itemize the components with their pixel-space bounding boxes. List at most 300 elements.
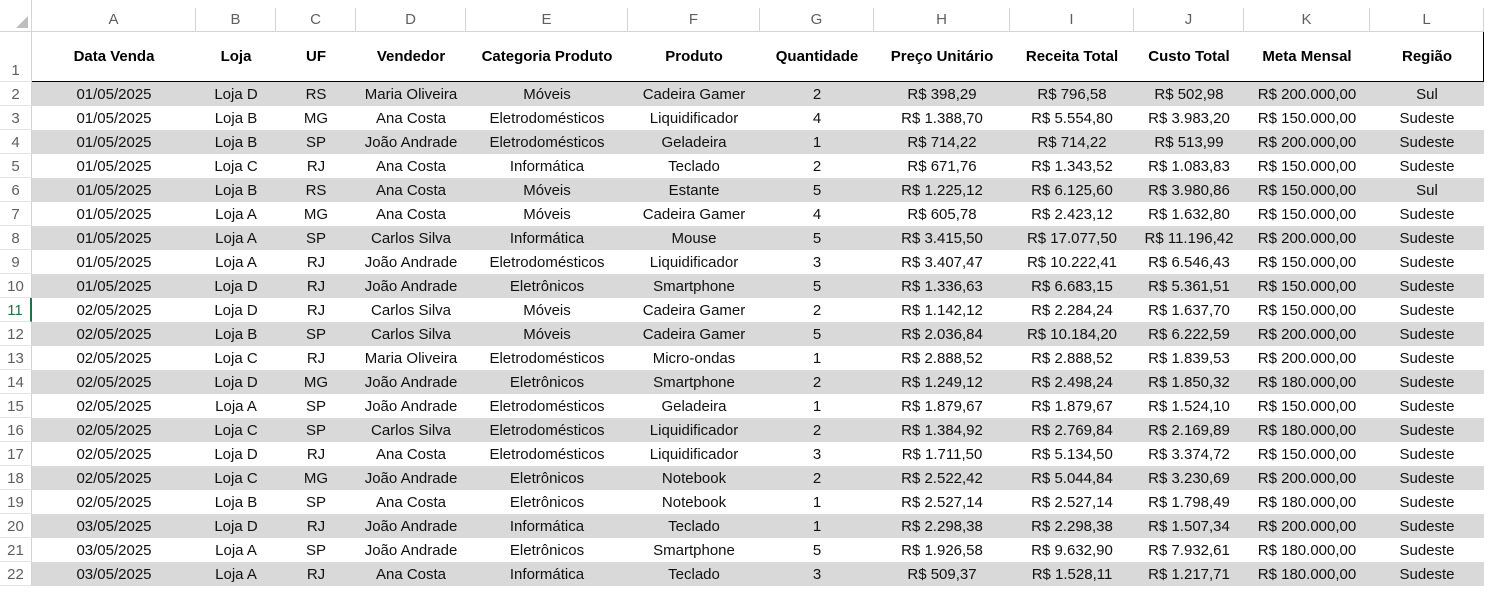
cell[interactable]: R$ 200.000,00	[1257, 349, 1357, 367]
cell[interactable]: Sudeste	[1399, 469, 1455, 487]
cell[interactable]: R$ 3.980,86	[1148, 181, 1230, 199]
cell[interactable]: 1	[812, 133, 822, 151]
cell[interactable]: RS	[305, 85, 327, 103]
cell[interactable]: 2	[812, 301, 822, 319]
cell[interactable]: R$ 10.222,41	[1026, 253, 1118, 271]
cell[interactable]: R$ 2.498,24	[1031, 373, 1113, 391]
cell[interactable]: RJ	[306, 517, 326, 535]
cell[interactable]: R$ 5.044,84	[1031, 469, 1113, 487]
cell[interactable]: R$ 180.000,00	[1257, 541, 1357, 559]
select-all-button[interactable]	[0, 0, 32, 32]
header-cell-e[interactable]: Categoria Produto	[481, 48, 613, 65]
cell[interactable]: Móveis	[523, 85, 571, 103]
row-header-5[interactable]: 5	[0, 154, 32, 178]
column-header-j[interactable]: J	[1134, 8, 1244, 32]
cell[interactable]: Smartphone	[653, 373, 735, 391]
cell[interactable]: 01/05/2025	[76, 205, 152, 223]
column-header-k[interactable]: K	[1244, 8, 1370, 32]
cell[interactable]: MG	[303, 109, 329, 127]
cell[interactable]: Loja A	[215, 253, 257, 271]
row-header-9[interactable]: 9	[0, 250, 32, 274]
cell[interactable]: 02/05/2025	[76, 325, 152, 343]
cell[interactable]: SP	[305, 421, 326, 439]
column-header-l[interactable]: L	[1370, 8, 1484, 32]
cell[interactable]: R$ 5.361,51	[1148, 277, 1230, 295]
cell[interactable]: Loja A	[215, 541, 257, 559]
cell[interactable]: Smartphone	[653, 277, 735, 295]
cell[interactable]: R$ 796,58	[1037, 85, 1107, 103]
row-header-2[interactable]: 2	[0, 82, 32, 106]
cell[interactable]: Loja A	[215, 397, 257, 415]
header-cell-c[interactable]: UF	[306, 48, 326, 65]
cell[interactable]: 2	[812, 469, 822, 487]
row-header-13[interactable]: 13	[0, 346, 32, 370]
cell[interactable]: R$ 2.522,42	[901, 469, 983, 487]
cell[interactable]: 2	[812, 85, 822, 103]
cell[interactable]: SP	[305, 133, 326, 151]
cell[interactable]: Sudeste	[1399, 349, 1455, 367]
cell[interactable]: Cadeira Gamer	[642, 301, 746, 319]
cell[interactable]: R$ 513,99	[1154, 133, 1224, 151]
cell[interactable]: Carlos Silva	[370, 325, 452, 343]
table-row	[32, 226, 1484, 250]
cell[interactable]: R$ 1.343,52	[1031, 157, 1113, 175]
cell[interactable]: R$ 3.407,47	[901, 253, 983, 271]
cell[interactable]: R$ 1.384,92	[901, 421, 983, 439]
cell[interactable]: R$ 7.932,61	[1148, 541, 1230, 559]
cell[interactable]: Sudeste	[1399, 133, 1455, 151]
cell[interactable]: João Andrade	[364, 277, 458, 295]
cell[interactable]: R$ 2.036,84	[901, 325, 983, 343]
cell[interactable]: R$ 1.798,49	[1148, 493, 1230, 511]
cell[interactable]: 5	[812, 541, 822, 559]
cell[interactable]: R$ 150.000,00	[1257, 445, 1357, 463]
cell[interactable]: Sudeste	[1399, 565, 1455, 583]
cell[interactable]: Informática	[509, 229, 585, 247]
cell[interactable]: R$ 200.000,00	[1257, 469, 1357, 487]
cell[interactable]: Eletrônicos	[509, 469, 585, 487]
cell[interactable]: R$ 150.000,00	[1257, 181, 1357, 199]
cell[interactable]: R$ 1.879,67	[1031, 397, 1113, 415]
row-header-10[interactable]: 10	[0, 274, 32, 298]
cell[interactable]: R$ 1.336,63	[901, 277, 983, 295]
cell[interactable]: Sul	[1416, 181, 1438, 199]
row-header-3[interactable]: 3	[0, 106, 32, 130]
header-cell-d[interactable]: Vendedor	[376, 48, 446, 65]
cell[interactable]: 01/05/2025	[76, 253, 152, 271]
cell[interactable]: R$ 3.374,72	[1148, 445, 1230, 463]
row-header-18[interactable]: 18	[0, 466, 32, 490]
cell[interactable]: R$ 3.230,69	[1148, 469, 1230, 487]
column-header-b[interactable]: B	[196, 8, 276, 32]
cell[interactable]: Cadeira Gamer	[642, 325, 746, 343]
cell[interactable]: R$ 1.528,11	[1031, 565, 1113, 583]
cell[interactable]: 02/05/2025	[76, 349, 152, 367]
cell[interactable]: Sudeste	[1399, 301, 1455, 319]
cell[interactable]: Mouse	[671, 229, 717, 247]
cell[interactable]: R$ 200.000,00	[1257, 517, 1357, 535]
cell[interactable]: R$ 509,37	[907, 565, 977, 583]
cell[interactable]: Sudeste	[1399, 493, 1455, 511]
row-header-6[interactable]: 6	[0, 178, 32, 202]
cell[interactable]: Sul	[1416, 85, 1438, 103]
cell[interactable]: Sudeste	[1399, 541, 1455, 559]
column-header-e[interactable]: E	[466, 8, 628, 32]
cell[interactable]: 5	[812, 181, 822, 199]
row-header-12[interactable]: 12	[0, 322, 32, 346]
cell[interactable]: R$ 1.879,67	[901, 397, 983, 415]
cell[interactable]: R$ 10.184,20	[1026, 325, 1118, 343]
cell[interactable]: 02/05/2025	[76, 397, 152, 415]
cell[interactable]: 3	[812, 565, 822, 583]
cell[interactable]: R$ 17.077,50	[1026, 229, 1118, 247]
cell[interactable]: Sudeste	[1399, 205, 1455, 223]
cell[interactable]: SP	[305, 493, 326, 511]
cell[interactable]: Loja D	[214, 277, 258, 295]
cell[interactable]: Sudeste	[1399, 109, 1455, 127]
cell[interactable]: R$ 2.527,14	[1031, 493, 1113, 511]
cell[interactable]: Ana Costa	[375, 565, 447, 583]
cell[interactable]: SP	[305, 325, 326, 343]
cell[interactable]: R$ 1.249,12	[901, 373, 983, 391]
cell[interactable]: R$ 180.000,00	[1257, 493, 1357, 511]
cell[interactable]: Liquidificador	[649, 445, 739, 463]
header-cell-i[interactable]: Receita Total	[1025, 48, 1119, 65]
cell[interactable]: 03/05/2025	[76, 541, 152, 559]
cell[interactable]: R$ 1.839,53	[1148, 349, 1230, 367]
cell[interactable]: 01/05/2025	[76, 157, 152, 175]
cell[interactable]: Sudeste	[1399, 373, 1455, 391]
cell[interactable]: R$ 1.632,80	[1148, 205, 1230, 223]
cell[interactable]: Sudeste	[1399, 325, 1455, 343]
cell[interactable]: 2	[812, 421, 822, 439]
cell[interactable]: RJ	[306, 277, 326, 295]
cell[interactable]: Ana Costa	[375, 109, 447, 127]
cell[interactable]: Loja D	[214, 373, 258, 391]
cell[interactable]: R$ 714,22	[1037, 133, 1107, 151]
cell[interactable]: 03/05/2025	[76, 565, 152, 583]
cell[interactable]: R$ 1.388,70	[901, 109, 983, 127]
cell[interactable]: 2	[812, 373, 822, 391]
cell[interactable]: Eletrodomésticos	[489, 421, 605, 439]
cell[interactable]: RJ	[306, 565, 326, 583]
cell[interactable]: Eletrônicos	[509, 373, 585, 391]
header-cell-g[interactable]: Quantidade	[775, 48, 859, 65]
cell[interactable]: Sudeste	[1399, 157, 1455, 175]
cell[interactable]: Loja A	[215, 205, 257, 223]
cell[interactable]: 5	[812, 277, 822, 295]
cell[interactable]: Sudeste	[1399, 277, 1455, 295]
cell[interactable]: R$ 6.546,43	[1148, 253, 1230, 271]
cell[interactable]: RJ	[306, 253, 326, 271]
cell[interactable]: 01/05/2025	[76, 277, 152, 295]
header-cell-l[interactable]: Região	[1401, 48, 1452, 65]
cell[interactable]: R$ 2.769,84	[1031, 421, 1113, 439]
cell[interactable]: 01/05/2025	[76, 109, 152, 127]
cell[interactable]: R$ 6.125,60	[1031, 181, 1113, 199]
cell[interactable]: R$ 1.217,71	[1148, 565, 1230, 583]
cell[interactable]: Liquidificador	[649, 421, 739, 439]
cell[interactable]: Ana Costa	[375, 445, 447, 463]
row-header-8[interactable]: 8	[0, 226, 32, 250]
cell[interactable]: Maria Oliveira	[364, 85, 458, 103]
column-header-c[interactable]: C	[276, 8, 356, 32]
cell[interactable]: 01/05/2025	[76, 229, 152, 247]
cell[interactable]: R$ 180.000,00	[1257, 565, 1357, 583]
column-header-g[interactable]: G	[760, 8, 874, 32]
cell[interactable]: R$ 2.298,38	[1031, 517, 1113, 535]
cell[interactable]: Informática	[509, 157, 585, 175]
cell[interactable]: R$ 6.683,15	[1031, 277, 1113, 295]
cell[interactable]: Loja C	[214, 469, 258, 487]
cell[interactable]: R$ 150.000,00	[1257, 205, 1357, 223]
cell[interactable]: R$ 1.711,50	[901, 445, 983, 463]
cell[interactable]: R$ 605,78	[907, 205, 977, 223]
header-cell-h[interactable]: Preço Unitário	[890, 48, 994, 65]
cell[interactable]: R$ 150.000,00	[1257, 109, 1357, 127]
cell[interactable]: Loja C	[214, 421, 258, 439]
cell[interactable]: 02/05/2025	[76, 469, 152, 487]
cell[interactable]: R$ 1.926,58	[901, 541, 983, 559]
cell[interactable]: Ana Costa	[375, 205, 447, 223]
cell[interactable]: R$ 1.083,83	[1148, 157, 1230, 175]
cell[interactable]: 1	[812, 517, 822, 535]
column-header-d[interactable]: D	[356, 8, 466, 32]
cell[interactable]: Eletrodomésticos	[489, 349, 605, 367]
header-cell-a[interactable]: Data Venda	[73, 48, 155, 65]
cell[interactable]: Ana Costa	[375, 493, 447, 511]
row-header-20[interactable]: 20	[0, 514, 32, 538]
row-header-14[interactable]: 14	[0, 370, 32, 394]
cell[interactable]: MG	[303, 205, 329, 223]
cell[interactable]: RS	[305, 181, 327, 199]
cell[interactable]: R$ 1.507,34	[1148, 517, 1230, 535]
cell[interactable]: 3	[812, 445, 822, 463]
cell[interactable]: 4	[812, 205, 822, 223]
cell[interactable]: R$ 671,76	[907, 157, 977, 175]
cell[interactable]: Eletrodomésticos	[489, 133, 605, 151]
cell[interactable]: João Andrade	[364, 397, 458, 415]
cell[interactable]: R$ 200.000,00	[1257, 85, 1357, 103]
cell[interactable]: R$ 150.000,00	[1257, 253, 1357, 271]
cell[interactable]: Notebook	[661, 493, 727, 511]
cell[interactable]: Loja C	[214, 349, 258, 367]
cell[interactable]: João Andrade	[364, 517, 458, 535]
cell[interactable]: 1	[812, 397, 822, 415]
cell[interactable]: Teclado	[668, 565, 720, 583]
column-header-h[interactable]: H	[874, 8, 1010, 32]
cell[interactable]: João Andrade	[364, 469, 458, 487]
cell[interactable]: R$ 11.196,42	[1144, 229, 1234, 247]
cell[interactable]: Sudeste	[1399, 253, 1455, 271]
cell[interactable]: Loja A	[215, 229, 257, 247]
cell[interactable]: Micro-ondas	[652, 349, 736, 367]
cell[interactable]: Carlos Silva	[370, 229, 452, 247]
row-header-4[interactable]: 4	[0, 130, 32, 154]
cell[interactable]: Eletrodomésticos	[489, 253, 605, 271]
cell[interactable]: Ana Costa	[375, 157, 447, 175]
cell[interactable]: Loja C	[214, 157, 258, 175]
cell[interactable]: Sudeste	[1399, 517, 1455, 535]
cell[interactable]: R$ 1.850,32	[1148, 373, 1230, 391]
cell[interactable]: 5	[812, 229, 822, 247]
cell[interactable]: R$ 150.000,00	[1257, 277, 1357, 295]
cell[interactable]: Sudeste	[1399, 397, 1455, 415]
row-header-7[interactable]: 7	[0, 202, 32, 226]
cell[interactable]: Eletrodomésticos	[489, 445, 605, 463]
cell[interactable]: R$ 1.142,12	[901, 301, 983, 319]
cell[interactable]: R$ 398,29	[907, 85, 977, 103]
cell[interactable]: Loja B	[214, 325, 258, 343]
row-header-16[interactable]: 16	[0, 418, 32, 442]
cell[interactable]: Loja A	[215, 565, 257, 583]
cell[interactable]: 5	[812, 325, 822, 343]
cell[interactable]: Liquidificador	[649, 109, 739, 127]
cell[interactable]: João Andrade	[364, 373, 458, 391]
cell[interactable]: RJ	[306, 301, 326, 319]
cell[interactable]: Eletrodomésticos	[489, 397, 605, 415]
cell[interactable]: R$ 200.000,00	[1257, 325, 1357, 343]
cell[interactable]: R$ 2.888,52	[1031, 349, 1113, 367]
cell[interactable]: RJ	[306, 445, 326, 463]
cell[interactable]: 02/05/2025	[76, 445, 152, 463]
cell[interactable]: Informática	[509, 517, 585, 535]
cell[interactable]: R$ 6.222,59	[1148, 325, 1230, 343]
cell[interactable]: Sudeste	[1399, 229, 1455, 247]
cell[interactable]: R$ 1.637,70	[1148, 301, 1230, 319]
cell[interactable]: 01/05/2025	[76, 181, 152, 199]
cell[interactable]: R$ 150.000,00	[1257, 397, 1357, 415]
cell[interactable]: 3	[812, 253, 822, 271]
cell[interactable]: Notebook	[661, 469, 727, 487]
cell[interactable]: Loja D	[214, 301, 258, 319]
row-header-11[interactable]: 11	[0, 298, 32, 322]
cell[interactable]: R$ 5.134,50	[1031, 445, 1113, 463]
cell[interactable]: 03/05/2025	[76, 517, 152, 535]
cell[interactable]: 4	[812, 109, 822, 127]
cell[interactable]: R$ 150.000,00	[1257, 157, 1357, 175]
cell[interactable]: RJ	[306, 157, 326, 175]
cell[interactable]: Loja D	[214, 517, 258, 535]
cell[interactable]: 02/05/2025	[76, 301, 152, 319]
header-cell-f[interactable]: Produto	[665, 48, 723, 65]
cell[interactable]: Cadeira Gamer	[642, 205, 746, 223]
cell[interactable]: Loja B	[214, 109, 258, 127]
header-cell-k[interactable]: Meta Mensal	[1262, 48, 1352, 65]
cell[interactable]: João Andrade	[364, 253, 458, 271]
cell[interactable]: Loja B	[214, 493, 258, 511]
cell[interactable]: R$ 1.225,12	[901, 181, 983, 199]
cell[interactable]: 01/05/2025	[76, 133, 152, 151]
cell[interactable]: Loja B	[214, 133, 258, 151]
cell[interactable]: R$ 3.415,50	[901, 229, 983, 247]
cell[interactable]: João Andrade	[364, 541, 458, 559]
cell[interactable]: Sudeste	[1399, 445, 1455, 463]
cell[interactable]: R$ 2.423,12	[1031, 205, 1113, 223]
header-cell-b[interactable]: Loja	[220, 48, 252, 65]
cell[interactable]: Eletrônicos	[509, 277, 585, 295]
cell[interactable]: Informática	[509, 565, 585, 583]
cell[interactable]: Maria Oliveira	[364, 349, 458, 367]
cell[interactable]: Móveis	[523, 325, 571, 343]
cell[interactable]: R$ 714,22	[907, 133, 977, 151]
cell[interactable]: R$ 2.527,14	[901, 493, 983, 511]
cell[interactable]: 02/05/2025	[76, 493, 152, 511]
cell[interactable]: R$ 2.169,89	[1148, 421, 1230, 439]
cell[interactable]: RJ	[306, 349, 326, 367]
cell[interactable]: Carlos Silva	[370, 421, 452, 439]
cell[interactable]: R$ 180.000,00	[1257, 373, 1357, 391]
row-header-19[interactable]: 19	[0, 490, 32, 514]
cell[interactable]: Eletrônicos	[509, 541, 585, 559]
cell[interactable]: Teclado	[668, 157, 720, 175]
cell[interactable]: R$ 2.888,52	[901, 349, 983, 367]
column-header-i[interactable]: I	[1010, 8, 1134, 32]
cell[interactable]: R$ 1.524,10	[1148, 397, 1230, 415]
cell[interactable]: Cadeira Gamer	[642, 85, 746, 103]
cell[interactable]: Eletrodomésticos	[489, 109, 605, 127]
row-header-1[interactable]: 1	[0, 32, 32, 82]
cell[interactable]: Liquidificador	[649, 253, 739, 271]
cell[interactable]: Ana Costa	[375, 181, 447, 199]
cell[interactable]: SP	[305, 229, 326, 247]
cell[interactable]: 1	[812, 349, 822, 367]
cell[interactable]: Loja B	[214, 181, 258, 199]
cell[interactable]: Loja D	[214, 445, 258, 463]
cell[interactable]: Eletrônicos	[509, 493, 585, 511]
cell[interactable]: Carlos Silva	[370, 301, 452, 319]
cell[interactable]: R$ 200.000,00	[1257, 133, 1357, 151]
cell[interactable]: Móveis	[523, 205, 571, 223]
cell[interactable]: R$ 2.298,38	[901, 517, 983, 535]
cell[interactable]: MG	[303, 373, 329, 391]
cell[interactable]: R$ 200.000,00	[1257, 229, 1357, 247]
cell[interactable]: R$ 150.000,00	[1257, 301, 1357, 319]
cell[interactable]: Geladeira	[661, 133, 727, 151]
cell[interactable]: R$ 5.554,80	[1031, 109, 1113, 127]
cell[interactable]: SP	[305, 541, 326, 559]
cell[interactable]: Teclado	[668, 517, 720, 535]
cell[interactable]: 02/05/2025	[76, 373, 152, 391]
cell[interactable]: SP	[305, 397, 326, 415]
cell[interactable]: 01/05/2025	[76, 85, 152, 103]
row-header-15[interactable]: 15	[0, 394, 32, 418]
cell[interactable]: Móveis	[523, 181, 571, 199]
cell[interactable]: Loja D	[214, 85, 258, 103]
cell[interactable]: Móveis	[523, 301, 571, 319]
cell[interactable]: Smartphone	[653, 541, 735, 559]
cell[interactable]: R$ 180.000,00	[1257, 421, 1357, 439]
cell[interactable]: R$ 9.632,90	[1031, 541, 1113, 559]
cell[interactable]: MG	[303, 469, 329, 487]
cell[interactable]: 2	[812, 157, 822, 175]
row-header-17[interactable]: 17	[0, 442, 32, 466]
cell[interactable]: R$ 502,98	[1154, 85, 1224, 103]
column-header-a[interactable]: A	[32, 8, 196, 32]
cell[interactable]: R$ 2.284,24	[1031, 301, 1113, 319]
cell[interactable]: Sudeste	[1399, 421, 1455, 439]
cell[interactable]: Estante	[668, 181, 720, 199]
cell[interactable]: 02/05/2025	[76, 421, 152, 439]
cell[interactable]: 1	[812, 493, 822, 511]
row-header-22[interactable]: 22	[0, 562, 32, 586]
header-cell-j[interactable]: Custo Total	[1148, 48, 1230, 65]
row-header-21[interactable]: 21	[0, 538, 32, 562]
cell[interactable]: João Andrade	[364, 133, 458, 151]
column-header-f[interactable]: F	[628, 8, 760, 32]
cell[interactable]: R$ 3.983,20	[1148, 109, 1230, 127]
cell[interactable]: Geladeira	[661, 397, 727, 415]
